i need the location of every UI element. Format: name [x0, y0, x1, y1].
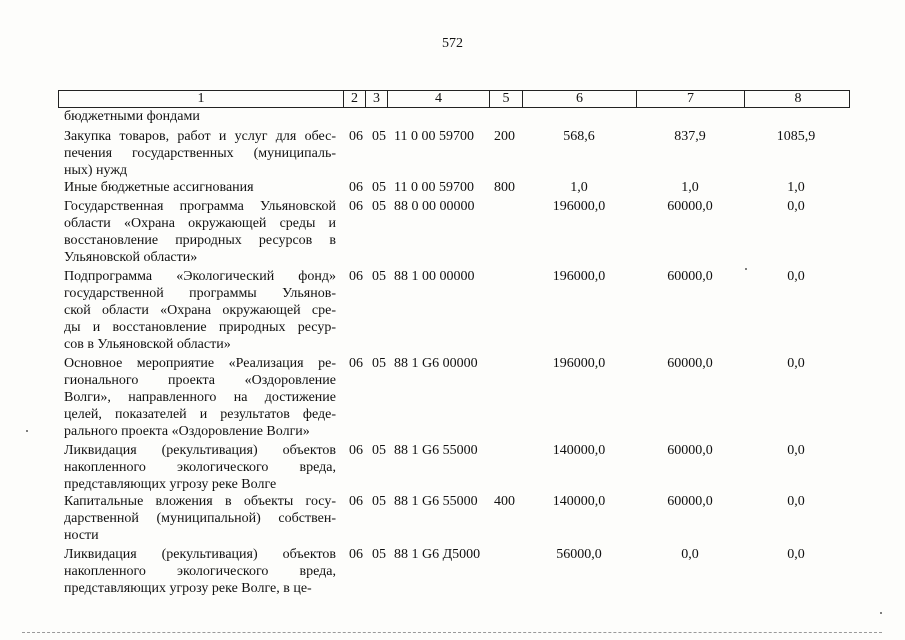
- row-description: [64, 198, 336, 266]
- row-description: [64, 442, 336, 493]
- cell-c7: 60000,0: [667, 199, 713, 214]
- cell-c8: 1,0: [787, 180, 805, 195]
- description-line: целей, показателей и результатов феде-: [64, 407, 336, 422]
- cell-c7: 60000,0: [667, 494, 713, 509]
- description-line: Закупка товаров, работ и услуг для обес-: [64, 129, 336, 144]
- description-line: накопленного экологического вреда,: [64, 460, 336, 475]
- description-line: сов в Ульяновской области»: [64, 337, 231, 352]
- description-line: Государственная программа Ульяновской: [64, 199, 336, 214]
- cell-c2: 06: [349, 356, 363, 371]
- cell-c8: 0,0: [787, 547, 805, 562]
- cell-c6: 140000,0: [552, 443, 606, 458]
- scan-speck: [26, 430, 28, 432]
- description-line: накопленного экологического вреда,: [64, 564, 336, 579]
- cell-c4: 88 1 00 00000: [394, 269, 475, 284]
- cell-c3: 05: [372, 180, 386, 195]
- cell-c8: 0,0: [787, 443, 805, 458]
- cell-c3: 05: [372, 269, 386, 284]
- header-col-4: 4: [387, 91, 489, 107]
- cell-c3: 05: [372, 547, 386, 562]
- cell-c3: 05: [372, 356, 386, 371]
- scan-speck: [880, 612, 882, 614]
- description-line: Основное мероприятие «Реализация ре-: [64, 356, 336, 371]
- scan-speck: [745, 268, 747, 270]
- header-col-8: 8: [744, 91, 851, 107]
- description-line: Капитальные вложения в объекты госу-: [64, 494, 336, 509]
- cell-c7: 1,0: [681, 180, 699, 195]
- cell-c4: 11 0 00 59700: [394, 129, 474, 144]
- description-line: ности: [64, 528, 99, 543]
- cell-c5: 200: [494, 129, 515, 144]
- cell-c8: 0,0: [787, 494, 805, 509]
- row-description: [64, 493, 336, 544]
- cell-c5: 800: [494, 180, 515, 195]
- cell-c2: 06: [349, 494, 363, 509]
- row-description: [64, 546, 336, 597]
- cell-c3: 05: [372, 494, 386, 509]
- cell-c7: 60000,0: [667, 269, 713, 284]
- description-line: представляющих угрозу реке Волге, в це-: [64, 581, 312, 596]
- cell-c8: 0,0: [787, 199, 805, 214]
- cell-c3: 05: [372, 199, 386, 214]
- header-col-5: 5: [489, 91, 522, 107]
- description-line: ской области «Охрана окружающей сре-: [64, 303, 336, 318]
- description-line: Волги», направленного на достижение: [64, 390, 336, 405]
- description-line: государственной программы Ульянов-: [64, 286, 336, 301]
- cell-c4: 88 0 00 00000: [394, 199, 475, 214]
- row-description: [64, 108, 336, 125]
- cell-c2: 06: [349, 547, 363, 562]
- cell-c2: 06: [349, 129, 363, 144]
- cell-c4: 88 1 G6 Д5000: [394, 547, 481, 562]
- description-line: представляющих угрозу реке Волге: [64, 477, 277, 492]
- header-col-1: 1: [197, 91, 205, 106]
- description-line: Ликвидация (рекультивация) объектов: [64, 547, 336, 562]
- cell-c4: 88 1 G6 55000: [394, 443, 478, 458]
- description-line: Подпрограмма «Экологический фонд»: [64, 269, 336, 284]
- header-col-3: 3: [365, 91, 387, 107]
- cell-c4: 88 1 G6 00000: [394, 356, 478, 371]
- page-number: 572: [442, 36, 463, 51]
- description-line: бюджетными фондами: [64, 109, 200, 124]
- description-line: дарственной (муниципальной) собствен-: [64, 511, 336, 526]
- description-line: рального проекта «Оздоровление Волги»: [64, 424, 310, 439]
- cell-c7: 0,0: [681, 547, 699, 562]
- row-description: [64, 179, 336, 196]
- description-line: ды и восстановление природных ресур-: [64, 320, 336, 335]
- row-description: [64, 268, 336, 353]
- cell-c3: 05: [372, 129, 386, 144]
- cell-c8: 0,0: [787, 356, 805, 371]
- header-col-2: 2: [343, 91, 365, 107]
- description-line: области «Охрана окружающей среды и: [64, 216, 336, 231]
- description-line: Ликвидация (рекультивация) объектов: [64, 443, 336, 458]
- cell-c6: 196000,0: [552, 199, 606, 214]
- cell-c4: 11 0 00 59700: [394, 180, 474, 195]
- cell-c5: 400: [494, 494, 515, 509]
- cell-c2: 06: [349, 443, 363, 458]
- row-description: [64, 128, 336, 179]
- cell-c7: 837,9: [674, 129, 706, 144]
- description-line: печения государственных (муниципаль-: [64, 146, 336, 161]
- description-line: Иные бюджетные ассигнования: [64, 180, 254, 195]
- cell-c8: 0,0: [787, 269, 805, 284]
- cell-c6: 568,6: [563, 129, 595, 144]
- cell-c7: 60000,0: [667, 443, 713, 458]
- cell-c2: 06: [349, 269, 363, 284]
- description-line: гионального проекта «Оздоровление: [64, 373, 336, 388]
- cell-c7: 60000,0: [667, 356, 713, 371]
- description-line: Ульяновской области»: [64, 250, 198, 265]
- table-header-row: [58, 90, 850, 108]
- cell-c2: 06: [349, 199, 363, 214]
- cell-c8: 1085,9: [776, 129, 816, 144]
- description-line: ных) нужд: [64, 163, 128, 178]
- cell-c6: 56000,0: [556, 547, 602, 562]
- page-bottom-edge: [22, 632, 882, 633]
- cell-c6: 140000,0: [552, 494, 606, 509]
- cell-c6: 196000,0: [552, 269, 606, 284]
- description-line: восстановление природных ресурсов в: [64, 233, 336, 248]
- header-col-6: 6: [522, 91, 636, 107]
- cell-c3: 05: [372, 443, 386, 458]
- row-description: [64, 355, 336, 440]
- header-col-7: 7: [636, 91, 744, 107]
- cell-c2: 06: [349, 180, 363, 195]
- cell-c4: 88 1 G6 55000: [394, 494, 478, 509]
- cell-c6: 196000,0: [552, 356, 606, 371]
- cell-c6: 1,0: [570, 180, 588, 195]
